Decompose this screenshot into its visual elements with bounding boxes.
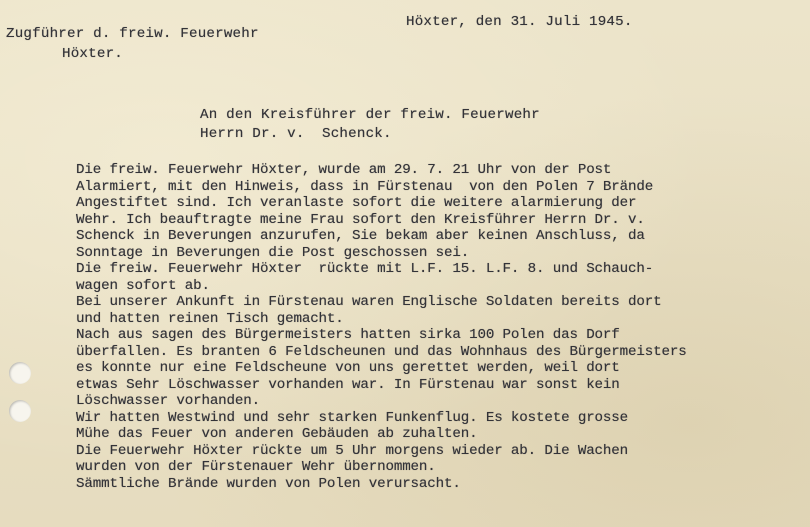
addressee-name: Herrn Dr. v. Schenck. (200, 126, 392, 142)
sender-title: Zugführer d. freiw. Feuerwehr (6, 26, 259, 42)
body-line: Angestiftet sind. Ich veranlaste sofort die weitere alarmierung der (76, 195, 637, 211)
body-line: Alarmiert, mit den Hinweis, dass in Fürstenau von den Polen 7 Brände (76, 178, 654, 195)
addressee-title: An den Kreisführer der freiw. Feuerwehr (200, 107, 540, 123)
sender-location: Höxter. (62, 46, 123, 62)
body-line: Löschwasser vorhanden. (76, 393, 261, 409)
body-line: und hatten reinen Tisch gemacht. (76, 310, 344, 327)
body-line: es konnte nur eine Feldscheune von uns gerettet werden, weil dort (76, 360, 620, 376)
body-line: Schenck in Beverungen anzurufen, Sie bekam aber keinen Anschluss, da (76, 228, 645, 244)
body-line: Bei unserer Ankunft in Fürstenau waren Englische Soldaten bereits dort (76, 294, 662, 310)
dateline: Höxter, den 31. Juli 1945. (406, 14, 633, 30)
body-line: Sonntage in Beverungen die Post geschossen sei. (76, 244, 470, 261)
body-line: Die freiw. Feuerwehr Höxter rückte mit L.F. 15. L.F. 8. und Schauch- (76, 261, 654, 277)
punch-hole (9, 362, 31, 384)
body-line: Sämmtliche Brände wurden von Polen verursacht. (76, 475, 461, 492)
body-line: Wehr. Ich beauftragte meine Frau sofort den Kreisführer Herrn Dr. v. (76, 211, 645, 228)
body-line: Nach aus sagen des Bürgermeisters hatten sirka 100 Polen das Dorf (76, 327, 620, 343)
body-line: überfallen. Es branten 6 Feldscheunen und das Wohnhaus des Bürgermeisters (76, 343, 687, 360)
body-line: Die Feuerwehr Höxter rückte um 5 Uhr morgens wieder ab. Die Wachen (76, 442, 629, 459)
body-line: Wir hatten Westwind und sehr starken Funkenflug. Es kostete grosse (76, 409, 629, 426)
body-line: wurden von der Fürstenauer Wehr übernommen. (76, 459, 436, 475)
body-line: etwas Sehr Löschwasser vorhanden war. In Fürstenau war sonst kein (76, 376, 620, 393)
body-line: Mühe das Feuer von anderen Gebäuden ab zuhalten. (76, 426, 478, 442)
body-line: wagen sofort ab. (76, 277, 210, 294)
punch-hole (9, 400, 31, 422)
body-line: Die freiw. Feuerwehr Höxter, wurde am 29. 7. 21 Uhr von der Post (76, 162, 612, 178)
letter-body (76, 162, 806, 492)
